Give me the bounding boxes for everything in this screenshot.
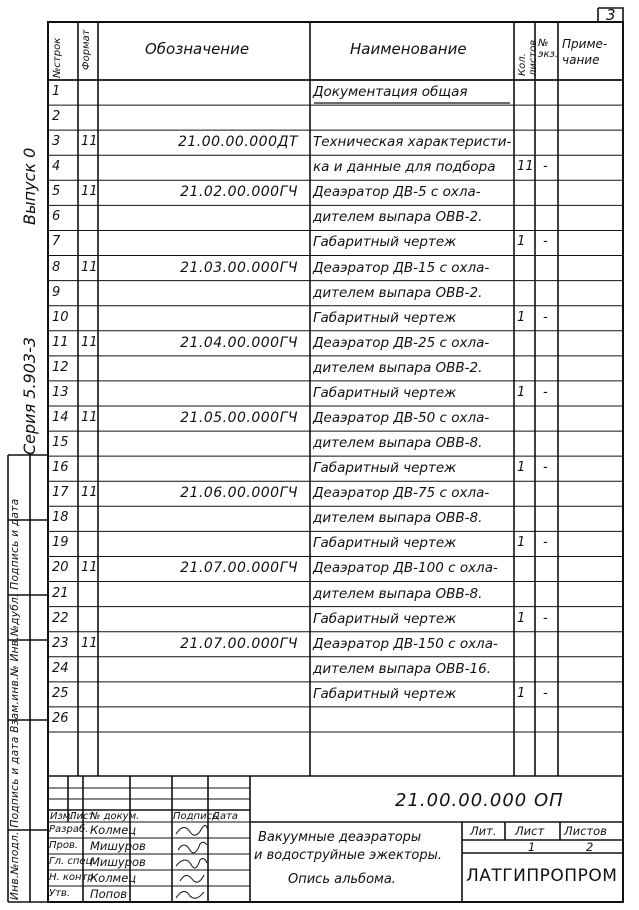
row-format: 11 xyxy=(81,485,98,501)
col-list: Лист xyxy=(69,811,95,822)
row-designation: 21.06.00.000ГЧ xyxy=(180,485,298,502)
row-number: 21 xyxy=(52,585,69,601)
row-number: 6 xyxy=(52,209,61,225)
row-number: 18 xyxy=(52,510,69,526)
row-designation: 21.05.00.000ГЧ xyxy=(180,410,298,426)
col-izm: Изм. xyxy=(50,811,74,822)
sheets-value: 2 xyxy=(586,840,594,854)
col-date: Дата xyxy=(212,811,238,822)
row-qty: 1 xyxy=(517,610,526,626)
row-name: Деаэратор ДВ-50 с охла- xyxy=(313,410,490,426)
sheets-label: Листов xyxy=(564,824,607,838)
issue-label: Выпуск 0 xyxy=(20,147,39,225)
signatory-name: Мишуров xyxy=(90,855,146,869)
row-format: 11 xyxy=(81,560,98,576)
row-number: 2 xyxy=(52,109,61,125)
row-name: Деаэратор ДВ-15 с охла- xyxy=(313,259,490,276)
row-copy-no: - xyxy=(543,685,548,701)
row-name: дителем выпара ОВВ-2. xyxy=(313,284,483,301)
row-format: 11 xyxy=(81,334,98,350)
row-name: дителем выпара ОВВ-2. xyxy=(313,359,483,376)
row-name: Документация общая xyxy=(313,84,468,100)
row-copy-no: - xyxy=(543,159,548,175)
row-number: 7 xyxy=(52,234,61,250)
row-name: Деаэратор ДВ-75 с охла- xyxy=(313,485,490,502)
signatory-role: Н. контр. xyxy=(49,872,97,883)
row-format: 11 xyxy=(81,134,98,150)
title-line-2: и водоструйные эжекторы. xyxy=(254,848,443,863)
row-format: 11 xyxy=(81,184,98,200)
row-designation: 21.04.00.000ГЧ xyxy=(180,334,298,351)
row-name: Габаритный чертеж xyxy=(313,460,457,477)
row-number: 9 xyxy=(52,284,61,300)
row-designation: 21.07.00.000ГЧ xyxy=(180,635,298,652)
row-qty: 1 xyxy=(517,460,526,476)
row-number: 15 xyxy=(52,435,69,451)
signatory-role: Разраб. xyxy=(49,824,89,835)
signatory-name: Мишуров xyxy=(90,839,146,853)
sheet-value: 1 xyxy=(528,840,536,854)
row-designation: 21.02.00.000ГЧ xyxy=(180,184,298,201)
row-name: Габаритный чертеж xyxy=(313,685,457,702)
row-name: Габаритный чертеж xyxy=(313,234,457,251)
row-number: 4 xyxy=(52,159,61,175)
left-strip-labels: Инв.№подл. Подпись и дата Взам.инв.№ Инв.№дубл. Подпись и дата xyxy=(9,498,21,900)
doc-code: 21.00.00.000 ОП xyxy=(395,790,564,811)
row-copy-no: - xyxy=(543,384,548,400)
signatory-role: Пров. xyxy=(49,840,79,851)
row-number: 17 xyxy=(52,485,69,501)
header-name: Наименование xyxy=(350,40,467,58)
row-name: Габаритный чертеж xyxy=(313,610,457,627)
row-format: 11 xyxy=(81,635,98,651)
row-number: 25 xyxy=(52,685,69,701)
row-qty: 1 xyxy=(517,535,526,551)
row-designation: 21.03.00.000ГЧ xyxy=(180,259,298,276)
row-name: Деаэратор ДВ-5 с охла- xyxy=(313,184,481,201)
col-doc-no: № докум. xyxy=(90,811,140,822)
row-copy-no: - xyxy=(543,234,548,250)
title-line-3: Опись альбома. xyxy=(288,872,396,887)
signatory-name: Колмец xyxy=(90,871,137,885)
signatory-name: Попов xyxy=(90,887,128,901)
row-number: 26 xyxy=(52,710,69,726)
signatory-role: Гл. спец. xyxy=(49,856,96,867)
row-number: 5 xyxy=(52,184,61,200)
row-qty: 1 xyxy=(517,309,526,325)
row-name: дителем выпара ОВВ-8. xyxy=(313,585,483,602)
signatory-role: Утв. xyxy=(49,888,70,899)
row-qty: 1 xyxy=(517,234,526,250)
row-name: Деаэратор ДВ-150 с охла- xyxy=(313,635,498,652)
row-number: 14 xyxy=(52,410,69,425)
row-name: ка и данные для подбора xyxy=(313,159,496,176)
row-number: 16 xyxy=(52,460,69,476)
series-label: Серия 5.903-3 xyxy=(20,336,39,455)
signature-scribbles xyxy=(176,825,208,898)
row-designation: 21.07.00.000ГЧ xyxy=(180,560,298,577)
header-format: Формат xyxy=(81,29,92,70)
row-number: 8 xyxy=(52,259,61,275)
row-number: 3 xyxy=(52,134,61,150)
row-qty: 1 xyxy=(517,685,526,701)
header-copy-no: № экз. xyxy=(538,38,559,60)
row-format: 11 xyxy=(81,410,98,425)
organization-name: ЛАТГИПРОПРОМ xyxy=(466,866,618,886)
header-designation: Обозначение xyxy=(145,40,250,58)
row-copy-no: - xyxy=(543,535,548,551)
row-number: 13 xyxy=(52,384,69,400)
row-name: дителем выпара ОВВ-8. xyxy=(313,435,483,452)
row-name: дителем выпара ОВВ-16. xyxy=(313,660,492,677)
title-line-1: Вакуумные деаэраторы xyxy=(258,830,422,845)
row-name: дителем выпара ОВВ-8. xyxy=(313,510,483,527)
row-name: Габаритный чертеж xyxy=(313,309,457,326)
row-number: 22 xyxy=(52,610,69,626)
row-qty: 11 xyxy=(517,159,534,175)
col-sign: Подпись xyxy=(173,811,218,822)
sheet-number: 3 xyxy=(606,6,616,24)
sheet-label: Лист xyxy=(515,824,545,838)
row-copy-no: - xyxy=(543,460,548,476)
row-name: дителем выпара ОВВ-2. xyxy=(313,209,483,226)
row-copy-no: - xyxy=(543,610,548,626)
row-number: 24 xyxy=(52,660,69,676)
lit-label: Лит. xyxy=(470,824,497,838)
header-row-no: №строк xyxy=(52,37,63,78)
header-note: Приме- чание xyxy=(562,37,608,67)
row-name: Габаритный чертеж xyxy=(313,535,457,552)
row-number: 19 xyxy=(52,535,69,551)
row-copy-no: - xyxy=(543,309,548,325)
row-number: 1 xyxy=(52,84,61,99)
row-name: Техническая характеристи- xyxy=(313,134,512,151)
row-qty: 1 xyxy=(517,384,526,400)
row-name: Габаритный чертеж xyxy=(313,384,457,401)
row-format: 11 xyxy=(81,259,98,275)
row-designation: 21.00.00.000ДТ xyxy=(177,134,298,151)
signatory-name: Колмец xyxy=(90,823,137,837)
row-name: Деаэратор ДВ-25 с охла- xyxy=(313,334,490,351)
row-number: 12 xyxy=(52,359,69,375)
row-number: 23 xyxy=(52,635,69,651)
header-qty: Кол. листов xyxy=(517,39,539,76)
row-number: 10 xyxy=(52,309,69,325)
row-name: Деаэратор ДВ-100 с охла- xyxy=(313,560,498,577)
row-number: 20 xyxy=(52,560,69,576)
row-number: 11 xyxy=(52,334,69,350)
